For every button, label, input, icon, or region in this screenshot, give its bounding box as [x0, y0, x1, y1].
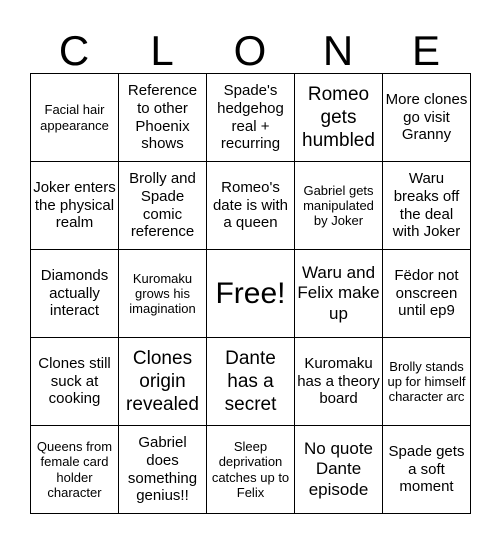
bingo-cell[interactable]: More clones go visit Granny	[383, 74, 471, 162]
title-letter-e: E	[411, 27, 440, 74]
title-letter-n: N	[322, 27, 354, 74]
bingo-cell[interactable]: Romeo's date is with a queen	[207, 162, 295, 250]
bingo-cell[interactable]: Waru breaks off the deal with Joker	[383, 162, 471, 250]
bingo-cell[interactable]: Joker enters the physical realm	[31, 162, 119, 250]
bingo-cell[interactable]: Spade's hedgehog real + recurring	[207, 74, 295, 162]
bingo-cell[interactable]: Gabriel gets manipulated by Joker	[295, 162, 383, 250]
bingo-cell[interactable]: Brolly stands up for himself character arc	[383, 338, 471, 426]
bingo-cell[interactable]: Sleep deprivation catches up to Felix	[207, 426, 295, 514]
bingo-grid	[30, 73, 471, 514]
bingo-cell[interactable]: Clones still suck at cooking	[31, 338, 119, 426]
title-letter-c: C	[58, 27, 90, 74]
bingo-cell[interactable]: Waru and Felix make up	[295, 250, 383, 338]
bingo-cell[interactable]: Dante has a secret	[207, 338, 295, 426]
bingo-cell[interactable]: Reference to other Phoenix shows	[119, 74, 207, 162]
bingo-cell[interactable]: Kuromaku has a theory board	[295, 338, 383, 426]
bingo-cell[interactable]: No quote Dante episode	[295, 426, 383, 514]
bingo-cell[interactable]: Brolly and Spade comic reference	[119, 162, 207, 250]
bingo-cell[interactable]: Clones origin revealed	[119, 338, 207, 426]
bingo-title	[30, 24, 470, 78]
free-space[interactable]: Free!	[207, 250, 295, 338]
bingo-cell[interactable]: Spade gets a soft moment	[383, 426, 471, 514]
bingo-cell[interactable]: Fëdor not onscreen until ep9	[383, 250, 471, 338]
title-letter-o: O	[233, 27, 267, 74]
bingo-cell[interactable]: Diamonds actually interact	[31, 250, 119, 338]
title-letter-l: L	[150, 27, 174, 74]
bingo-cell[interactable]: Facial hair appearance	[31, 74, 119, 162]
bingo-cell[interactable]: Queens from female card holder character	[31, 426, 119, 514]
bingo-cell[interactable]: Gabriel does something genius!!	[119, 426, 207, 514]
bingo-cell[interactable]: Kuromaku grows his imagination	[119, 250, 207, 338]
bingo-cell[interactable]: Romeo gets humbled	[295, 74, 383, 162]
